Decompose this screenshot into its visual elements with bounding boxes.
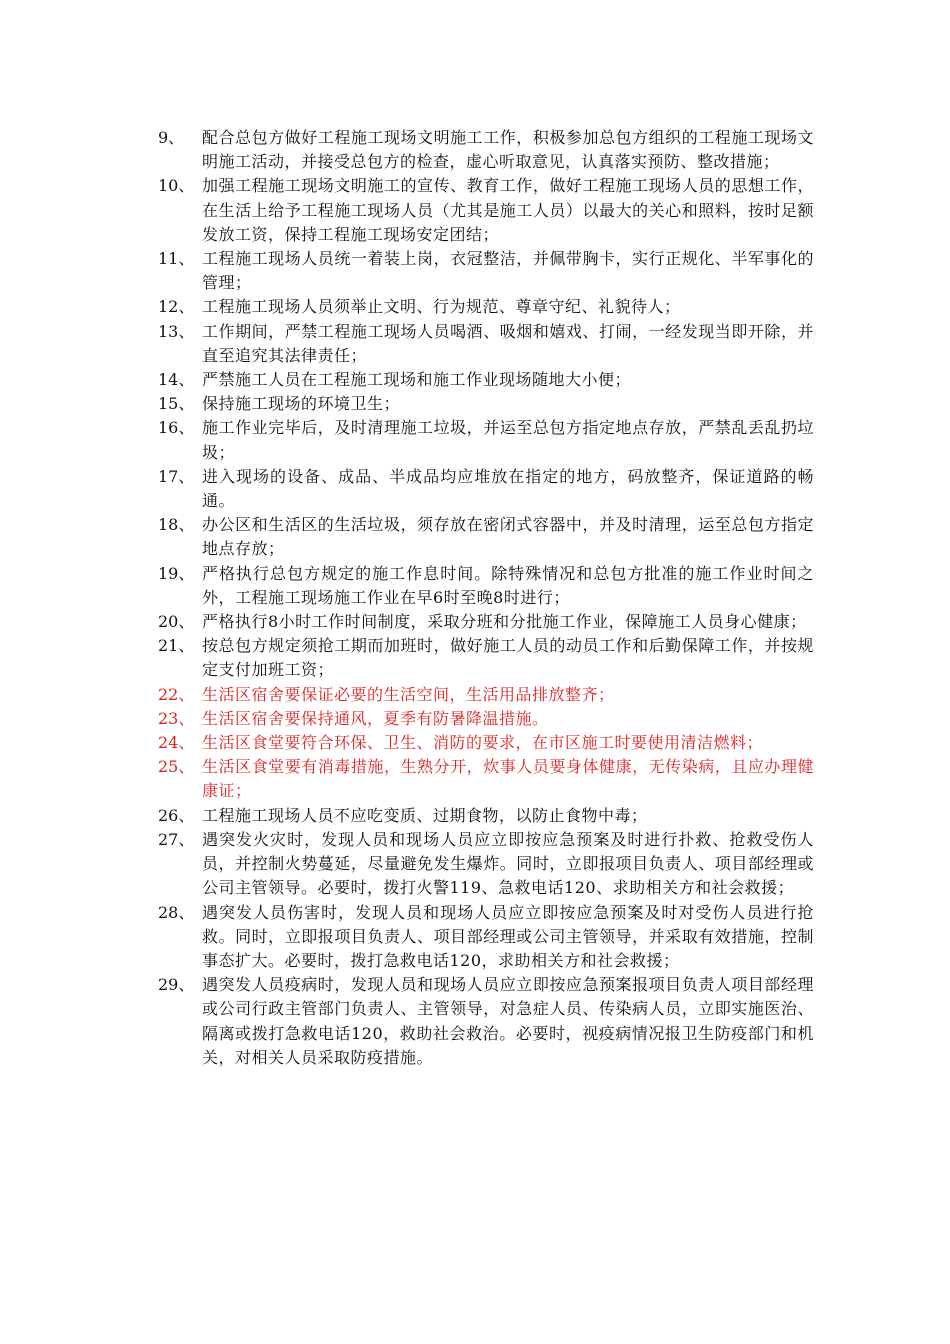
item-number: 17、 bbox=[158, 466, 195, 486]
list-item bbox=[158, 126, 814, 174]
item-text: 进入现场的设备、成品、半成品均应堆放在指定的地方，码放整齐，保证道路的畅通。 bbox=[202, 466, 814, 511]
item-text: 工程施工现场人员不应吃变质、过期食物，以防止食物中毒； bbox=[202, 805, 648, 825]
item-number: 21、 bbox=[158, 636, 195, 656]
list-item bbox=[158, 634, 814, 682]
item-text: 办公区和生活区的生活垃圾，须存放在密闭式容器中，并及时清理，运至总包方指定地点存放； bbox=[202, 515, 814, 559]
list-item bbox=[158, 707, 814, 731]
list-item bbox=[158, 683, 814, 707]
list-item bbox=[158, 174, 814, 247]
list-item bbox=[158, 804, 814, 828]
item-number: 28、 bbox=[158, 902, 195, 922]
item-text: 严格执行8小时工作时间制度，采取分班和分批施工作业，保障施工人员身心健康； bbox=[202, 612, 807, 632]
item-text: 生活区食堂要符合环保、卫生、消防的要求，在市区施工时要使用清洁燃料； bbox=[202, 733, 764, 753]
item-text: 加强工程施工现场文明施工的宣传、教育工作，做好工程施工现场人员的思想工作，在生活上给予工程施工现场人员（尤其是施工人员）以最大的关心和照料，按时足额发放工资，保持工程施工现场安定团结； bbox=[202, 176, 814, 244]
item-number: 22、 bbox=[158, 684, 195, 704]
item-text: 保持施工现场的环境卫生； bbox=[202, 394, 401, 414]
item-text: 生活区食堂要有消毒措施，生熟分开，炊事人员要身体健康，无传染病，且应办理健康证； bbox=[202, 757, 814, 801]
numbered-list bbox=[158, 126, 814, 1070]
item-number: 27、 bbox=[158, 829, 195, 849]
item-text: 遇突发火灾时，发现人员和现场人员应立即按应急预案及时进行扑救、抢救受伤人员，并控制火势蔓延，尽量避免发生爆炸。同时，立即报项目负责人、项目部经理或公司主管领导。必要时，拨打火警119、急救电话120、求助相关方和社会救援； bbox=[202, 829, 814, 898]
item-number: 24、 bbox=[158, 733, 195, 753]
list-item bbox=[158, 513, 814, 561]
item-number: 26、 bbox=[158, 805, 195, 825]
item-text: 生活区宿舍要保证必要的生活空间，生活用品排放整齐； bbox=[202, 684, 615, 704]
list-item bbox=[158, 416, 814, 464]
item-number: 23、 bbox=[158, 708, 195, 728]
item-text: 施工作业完毕后，及时清理施工垃圾，并运至总包方指定地点存放，严禁乱丢乱扔垃圾； bbox=[202, 418, 814, 462]
list-item bbox=[158, 755, 814, 803]
item-number: 16、 bbox=[158, 418, 195, 438]
item-text: 按总包方规定须抢工期而加班时，做好施工人员的动员工作和后勤保障工作，并按规定支付加班工资； bbox=[202, 636, 814, 680]
list-item bbox=[158, 828, 814, 901]
item-number: 12、 bbox=[158, 297, 195, 317]
item-text: 配合总包方做好工程施工现场文明施工工作，积极参加总包方组织的工程施工现场文明施工活动，并接受总包方的检查，虚心听取意见，认真落实预防、整改措施； bbox=[202, 128, 814, 172]
item-number: 19、 bbox=[158, 563, 195, 583]
item-number: 11、 bbox=[158, 249, 195, 269]
list-item bbox=[158, 562, 814, 610]
item-number: 18、 bbox=[158, 515, 195, 535]
list-item bbox=[158, 610, 814, 634]
item-text: 工程施工现场人员统一着装上岗，衣冠整洁，并佩带胸卡，实行正规化、半军事化的管理； bbox=[202, 249, 814, 293]
item-number: 14、 bbox=[158, 370, 195, 390]
item-number: 25、 bbox=[158, 757, 195, 777]
item-number: 10、 bbox=[158, 176, 195, 196]
list-item bbox=[158, 392, 814, 416]
list-item bbox=[158, 465, 814, 513]
list-item bbox=[158, 320, 814, 368]
item-number: 20、 bbox=[158, 612, 195, 632]
list-item bbox=[158, 368, 814, 392]
list-item bbox=[158, 247, 814, 295]
item-text: 遇突发人员伤害时，发现人员和现场人员应立即按应急预案及时对受伤人员进行抢救。同时，立即报项目负责人、项目部经理或公司主管领导，并采取有效措施，控制事态扩大。必要时，拨打急救电话120，求助相关方和社会救援； bbox=[202, 902, 814, 970]
item-number: 15、 bbox=[158, 394, 195, 414]
list-item bbox=[158, 973, 814, 1070]
item-text: 工作期间，严禁工程施工现场人员喝酒、吸烟和嬉戏、打闹，一经发现当即开除，并直至追究其法律责任； bbox=[202, 321, 814, 365]
item-text: 遇突发人员疫病时，发现人员和现场人员应立即按应急预案报项目负责人项目部经理或公司行政主管部门负责人、主管领导，对急症人员、传染病人员，立即实施医治、隔离或拨打急救电话120，救助社会救治。必要时，视疫病情况报卫生防疫部门和机关，对相关人员采取防疫措施。 bbox=[202, 975, 814, 1067]
list-item bbox=[158, 901, 814, 974]
item-text: 工程施工现场人员须举止文明、行为规范、尊章守纪、礼貌待人； bbox=[202, 297, 681, 317]
item-number: 29、 bbox=[158, 975, 195, 995]
item-number: 13、 bbox=[158, 321, 195, 341]
item-text: 生活区宿舍要保持通风，夏季有防暑降温措施。 bbox=[202, 708, 549, 728]
list-item bbox=[158, 295, 814, 319]
list-item bbox=[158, 731, 814, 755]
item-text: 严格执行总包方规定的施工作息时间。除特殊情况和总包方批准的施工作业时间之外，工程施工现场施工作业在早6时至晚8时进行； bbox=[202, 563, 814, 607]
item-text: 严禁施工人员在工程施工现场和施工作业现场随地大小便； bbox=[202, 370, 632, 390]
item-number: 9、 bbox=[158, 128, 185, 147]
